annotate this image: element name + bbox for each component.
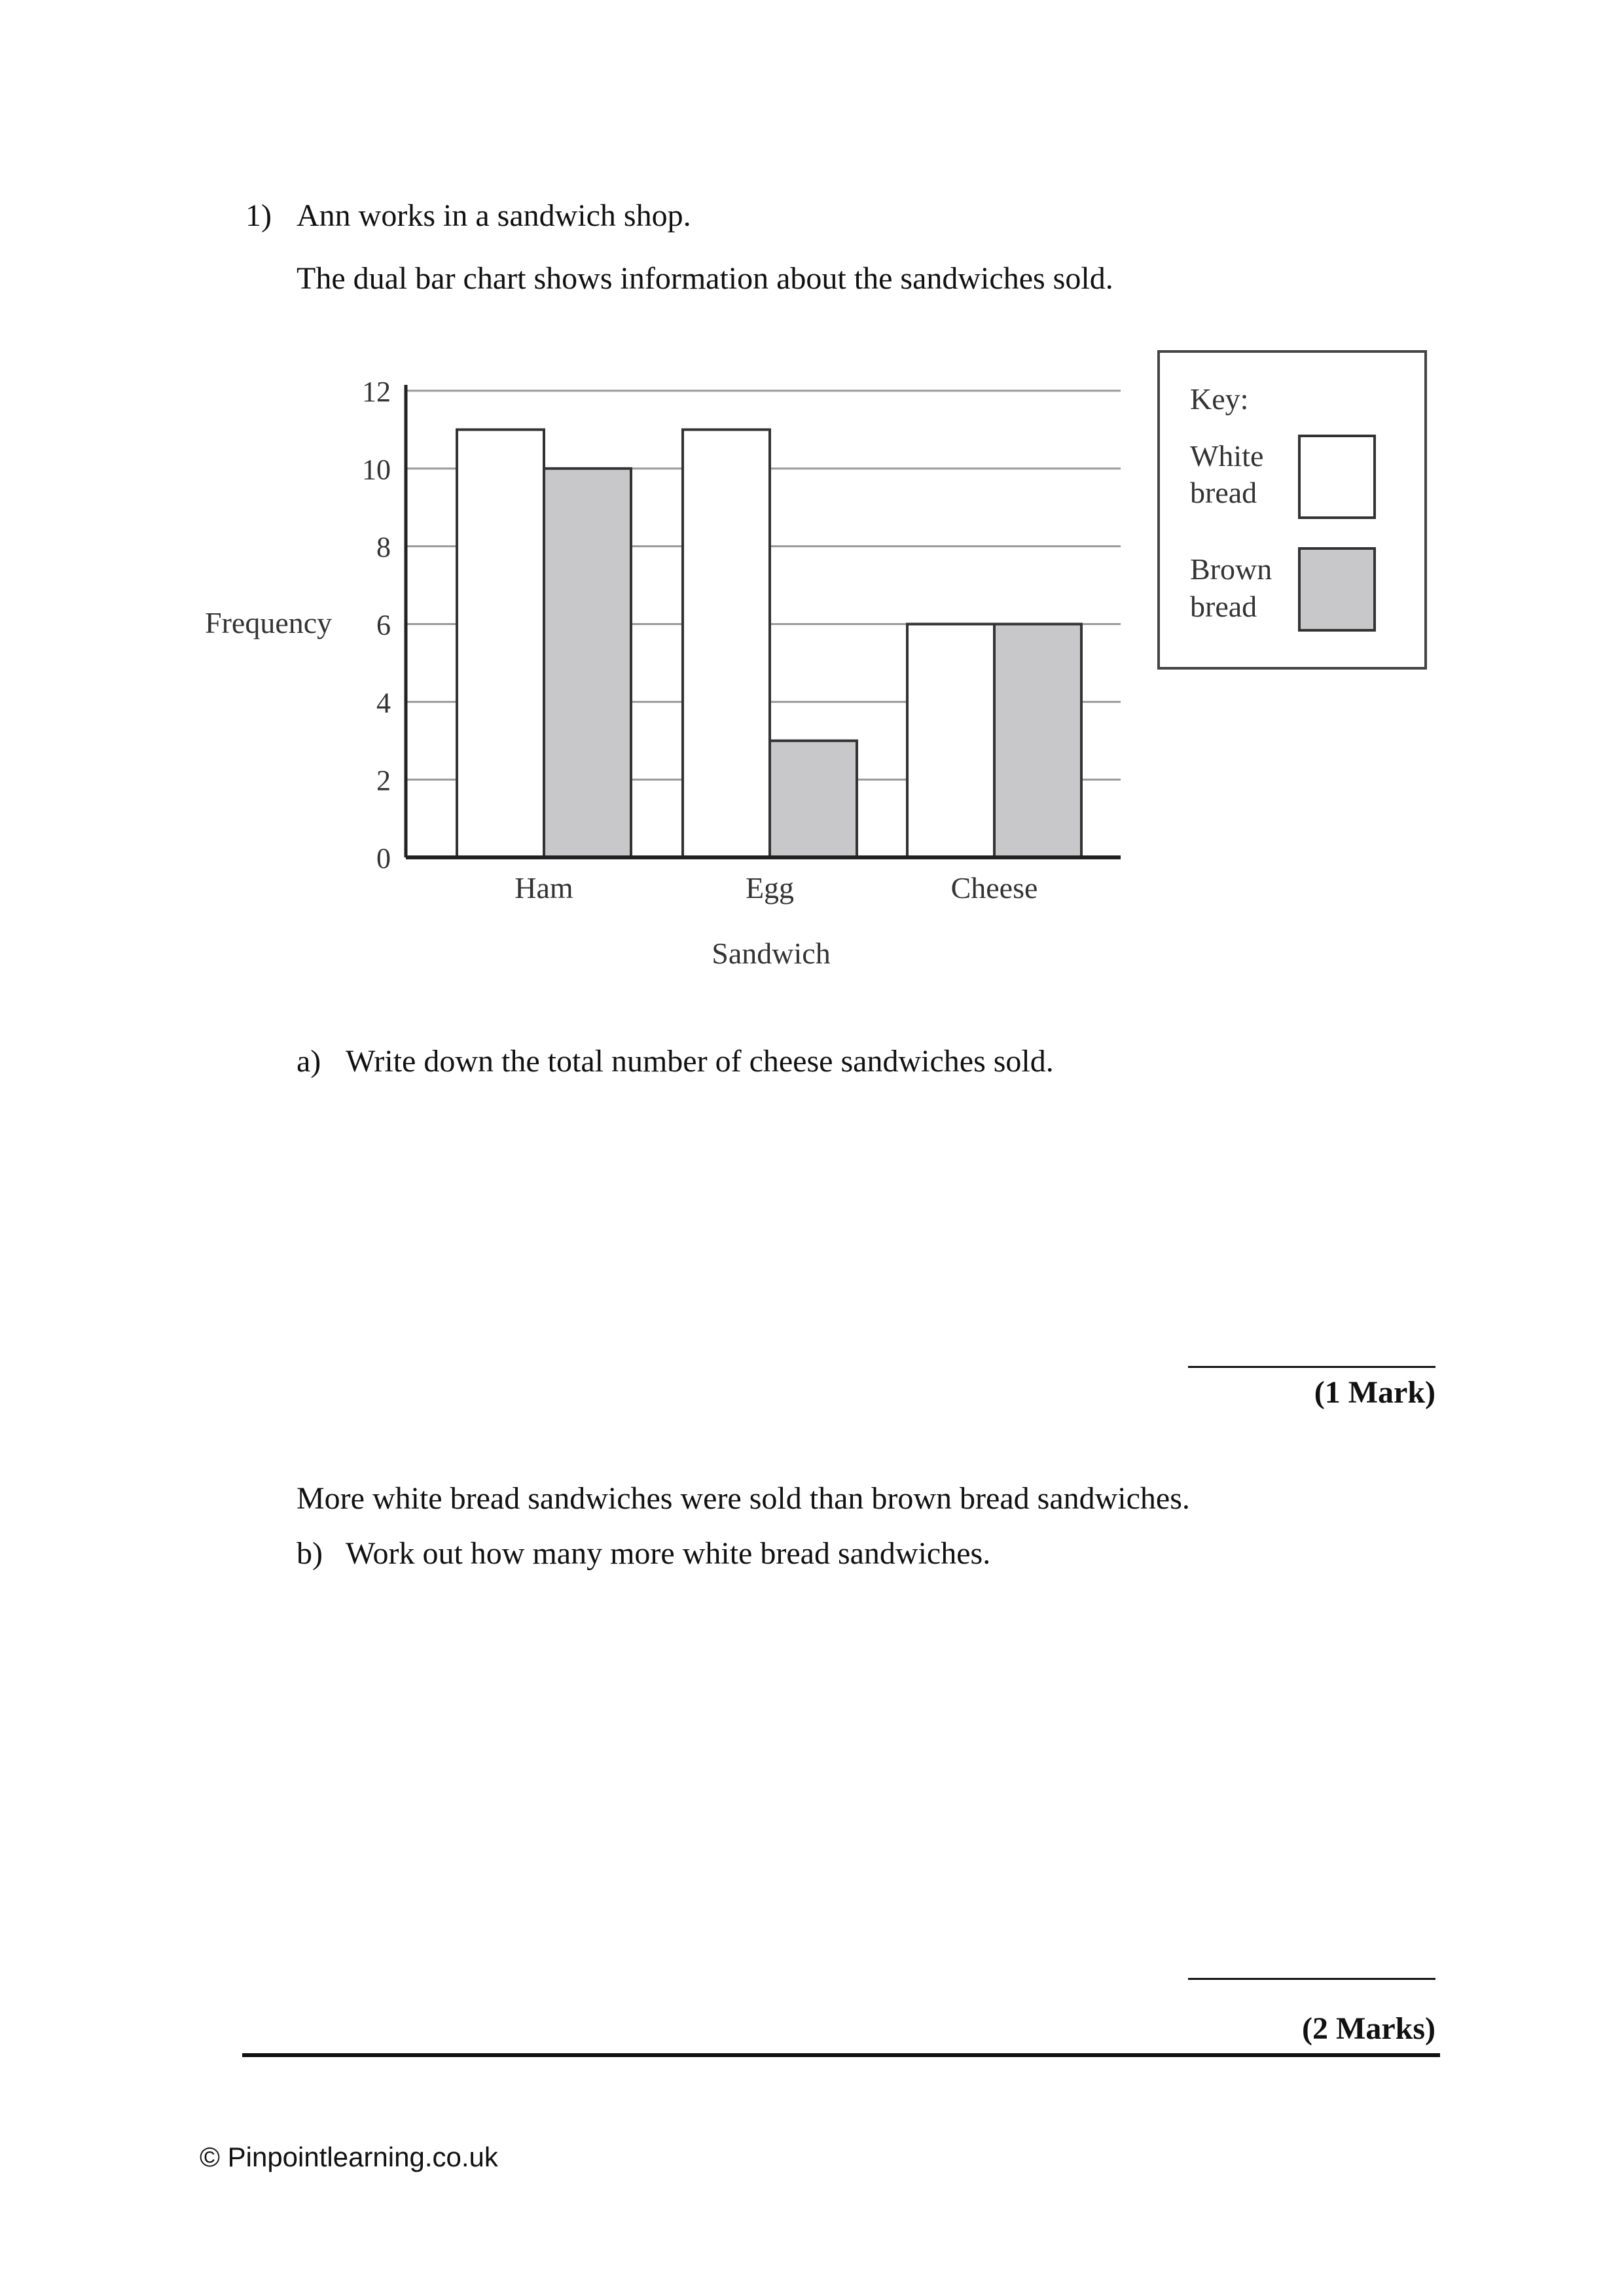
legend-brown-label-2: bread (1190, 590, 1257, 623)
y-tick-label: 6 (376, 609, 391, 641)
part-b-marks: (2 Marks) (1302, 2011, 1435, 2046)
part-b-answer-line[interactable] (1188, 1978, 1435, 1980)
bar-ham-white (457, 429, 544, 857)
y-tick-labels (362, 376, 391, 874)
x-tick-label: Egg (745, 871, 795, 905)
bar-ham-brown (544, 469, 631, 857)
y-tick-label: 2 (376, 764, 391, 797)
question-intro: Ann works in a sandwich shop. (297, 198, 691, 233)
part-a-label: a) (297, 1044, 321, 1079)
bar-cheese-brown (994, 624, 1081, 858)
copyright-footer: © Pinpointlearning.co.uk (200, 2142, 498, 2172)
part-a-answer-line[interactable] (1188, 1366, 1435, 1368)
legend-white-label-2: bread (1190, 476, 1257, 509)
bars (457, 429, 1081, 857)
y-axis-label: Frequency (205, 606, 333, 639)
bar-cheese-white (907, 624, 994, 858)
part-a-marks: (1 Mark) (1314, 1375, 1435, 1410)
part-b-label: b) (297, 1536, 323, 1571)
y-tick-label: 8 (376, 531, 391, 564)
y-tick-label: 0 (376, 842, 391, 874)
part-b-text: Work out how many more white bread sandwiches. (346, 1536, 991, 1571)
legend (1159, 351, 1426, 668)
question-description: The dual bar chart shows information about the sandwiches sold. (297, 261, 1113, 296)
section-divider (242, 2053, 1440, 2057)
x-tick-labels (514, 871, 1038, 905)
question-number: 1) (245, 198, 272, 233)
x-tick-label: Cheese (950, 871, 1038, 905)
part-b-intro: More white bread sandwiches were sold than brown bread sandwiches. (297, 1481, 1190, 1516)
legend-title: Key: (1190, 382, 1249, 416)
legend-brown-label-1: Brown (1190, 552, 1272, 586)
x-tick-label: Ham (514, 871, 573, 905)
bar-egg-brown (770, 741, 857, 857)
y-tick-label: 10 (362, 453, 391, 486)
legend-white-swatch (1299, 436, 1375, 518)
y-tick-label: 12 (362, 376, 391, 408)
part-a-text: Write down the total number of cheese sandwiches sold. (346, 1044, 1054, 1079)
x-axis-label: Sandwich (712, 937, 831, 970)
bar-egg-white (683, 429, 770, 857)
y-tick-label: 4 (376, 687, 391, 719)
legend-white-label-1: White (1190, 439, 1264, 473)
legend-brown-swatch (1299, 548, 1375, 630)
dual-bar-chart (0, 0, 1624, 1047)
